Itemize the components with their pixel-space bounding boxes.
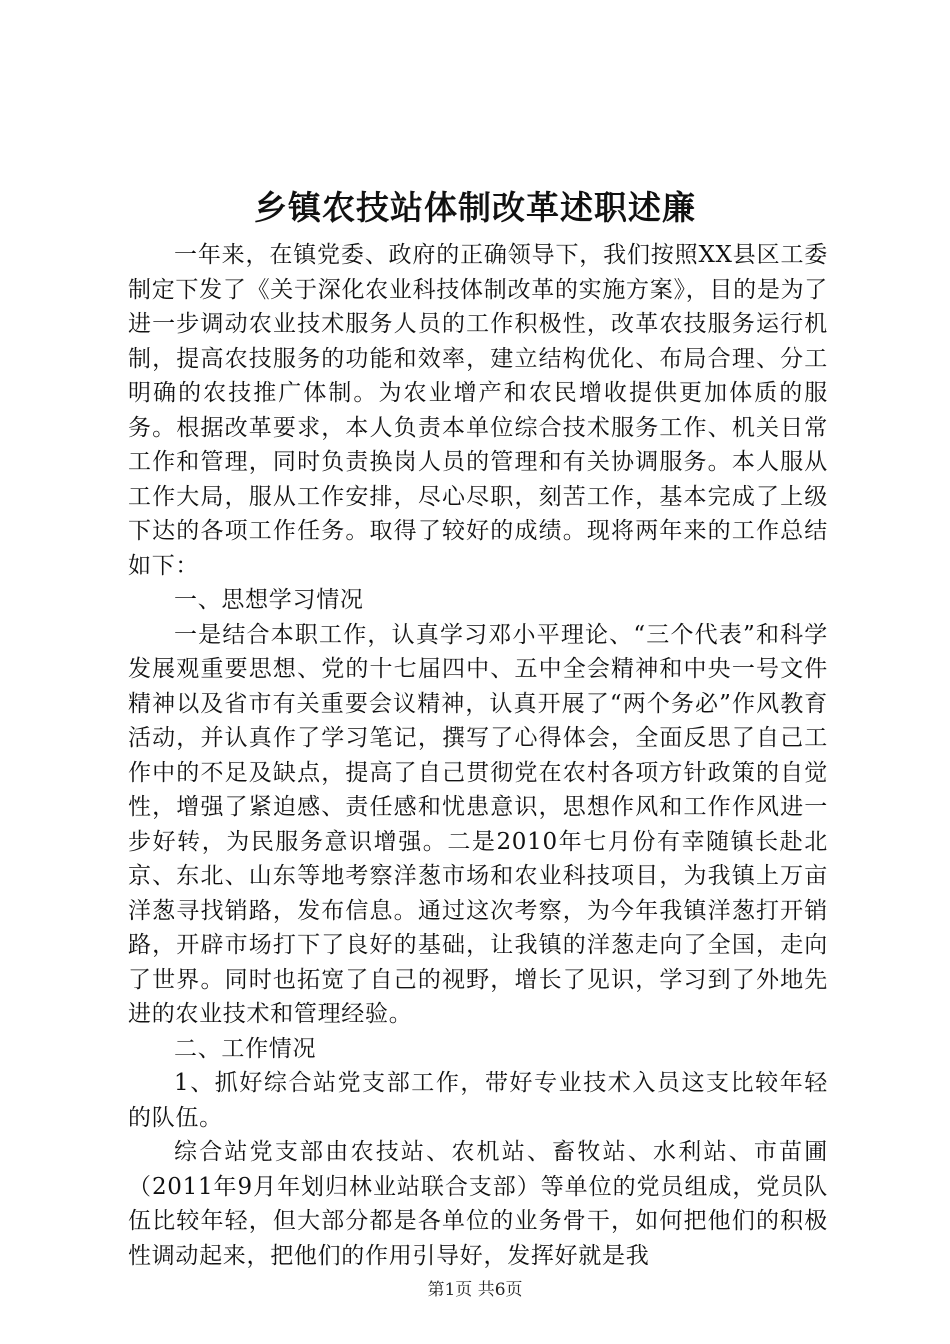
document-title: 乡镇农技站体制改革述职述廉 xyxy=(254,188,696,227)
paragraph-work-item-1: 1、抓好综合站党支部工作，带好专业技术入员这支比较年轻的队伍。 xyxy=(128,1070,828,1131)
page-number-footer: 第1页 共6页 xyxy=(427,1280,523,1300)
section-heading-2: 二、工作情况 xyxy=(174,1035,317,1062)
document-body xyxy=(128,238,828,1273)
section-heading-1: 一、思想学习情况 xyxy=(174,587,364,613)
paragraph-intro: 一年来，在镇党委、政府的正确领导下，我们按照XX县区工委制定下发了《关于深化农业科技体制改革的实施方案》，目的是为了进一步调动农业技术服务人员的工作积极性，改革农技服务运行机制，提高农技服务的功能和效率，建立结构优化、布局合理、分工明确的农技推广体制。为农业增产和农民增收提供更加体质的服务。根据改革要求，本人负责本单位综合技术服务工作、机关日常工作和管理，同时负责换岗人员的管理和有关协调服务。本人服从工作大局，服从工作安排，尽心尽职，刻苦工作，基本完成了上级下达的各项工作任务。取得了较好的成绩。现将两年来的工作总结如下： xyxy=(128,242,828,579)
paragraph-study: 一是结合本职工作，认真学习邓小平理论、“三个代表”和科学发展观重要思想、党的十七届四中、五中全会精神和中央一号文件精神以及省市有关重要会议精神，认真开展了“两个务必”作风教育活动，并认真作了学习笔记，撰写了心得体会，全面反思了自己工作中的不足及缺点，提高了自己贯彻党在农村各项方针政策的自觉性，增强了紧迫感、责任感和忧患意识，思想作风和工作作风进一步好转，为民服务意识增强。二是2010年七月份有幸随镇长赴北京、东北、山东等地考察洋葱市场和农业科技项目，为我镇上万亩洋葱寻找销路，发布信息。通过这次考察，为今年我镇洋葱打开销路，开辟市场打下了良好的基础，让我镇的洋葱走向了全国，走向了世界。同时也拓宽了自己的视野，增长了见识，学习到了外地先进的农业技术和管理经验。 xyxy=(128,621,828,1027)
paragraph-party-branch: 综合站党支部由农技站、农机站、畜牧站、水利站、市苗圃（2011年9月年划归林业站联合支部）等单位的党员组成，党员队伍比较年轻，但大部分都是各单位的业务骨干，如何把他们的积极性调动起来，把他们的作用引导好，发挥好就是我 xyxy=(128,1139,828,1269)
